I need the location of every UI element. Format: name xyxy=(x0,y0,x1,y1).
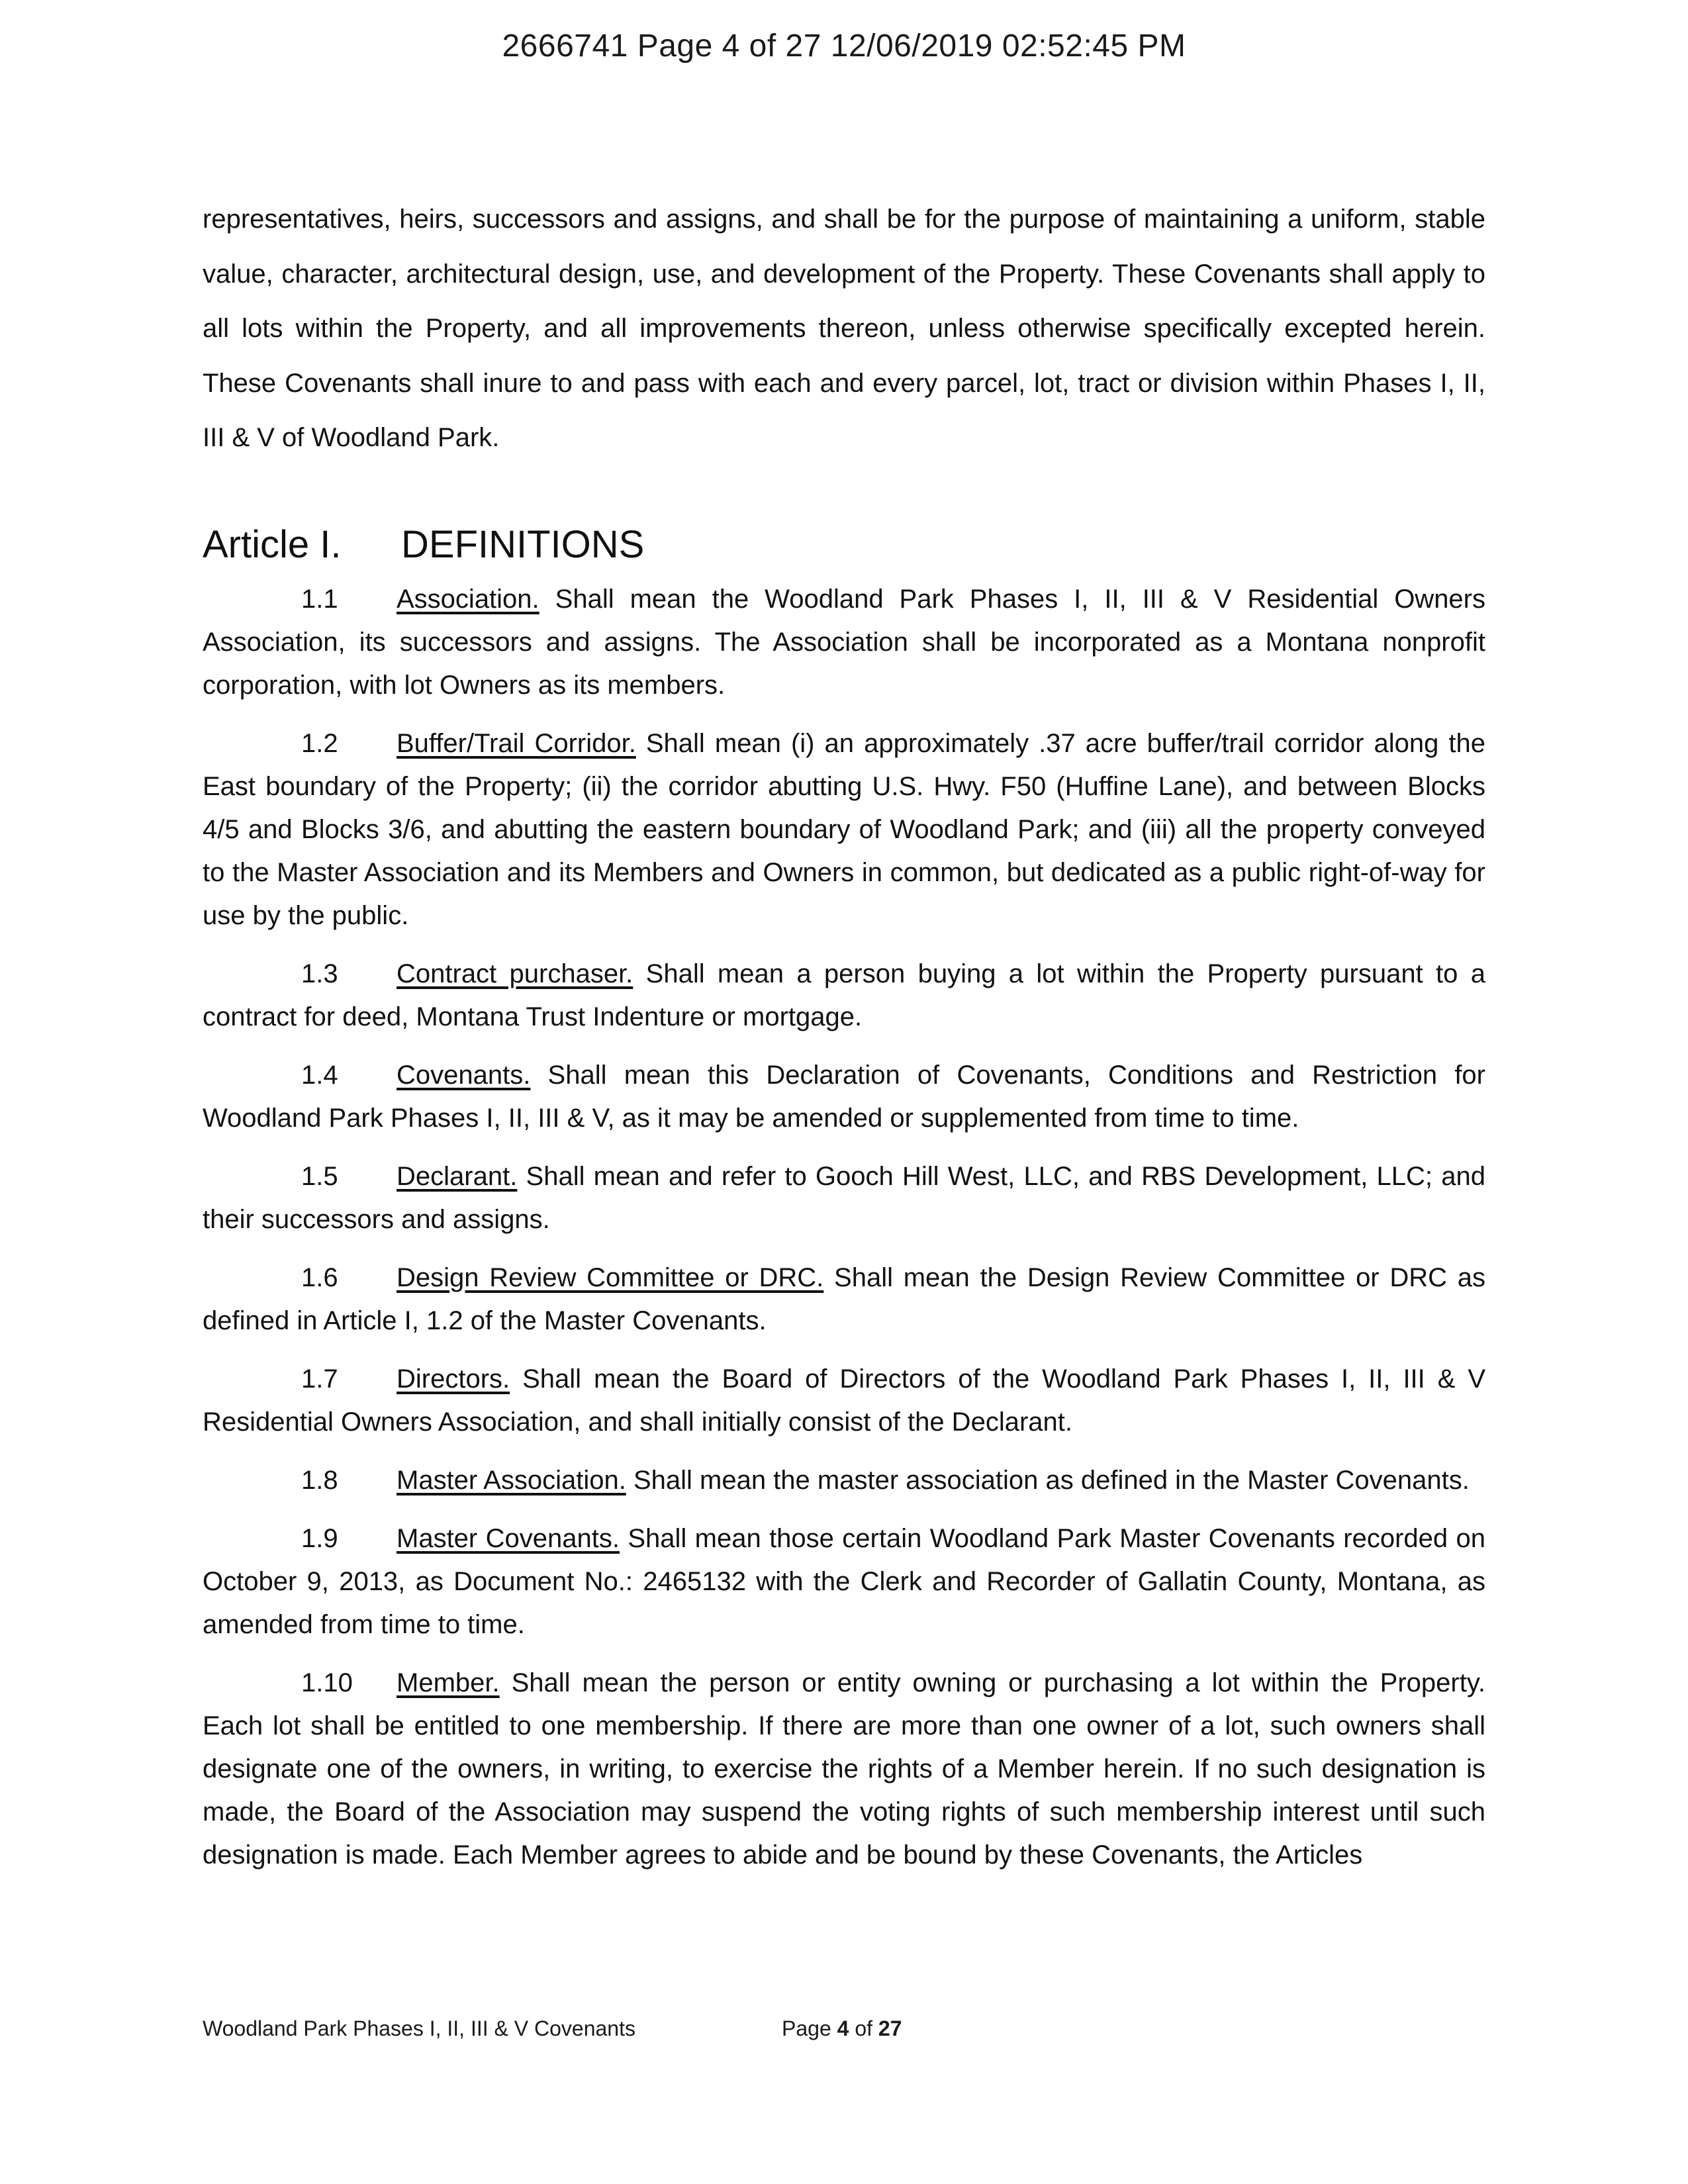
definition-item xyxy=(203,1358,1485,1444)
footer-page-total: 27 xyxy=(878,2017,902,2040)
definition-number: 1.9 xyxy=(301,1523,338,1553)
definition-item xyxy=(203,1662,1485,1877)
footer-document-title: Woodland Park Phases I, II, III & V Covenants xyxy=(203,2017,635,2040)
footer-page-label: Page xyxy=(782,2017,837,2040)
article-heading xyxy=(203,518,1485,571)
definition-number: 1.3 xyxy=(301,959,338,988)
definition-number: 1.5 xyxy=(301,1161,338,1191)
definition-number: 1.7 xyxy=(301,1364,338,1394)
definition-term: Directors. xyxy=(397,1364,510,1394)
definition-text: Shall mean those certain Woodland Park Master Covenants recorded on October 9, 2013, as Document No.: 2465132 with the Clerk and Recorder of Gallatin County, Montana, as amended from time to time. xyxy=(203,1523,1486,1639)
definition-number: 1.6 xyxy=(301,1262,338,1292)
definition-term: Covenants. xyxy=(397,1060,531,1090)
definition-text: Shall mean the master association as defined in the Master Covenants. xyxy=(626,1465,1470,1495)
recording-stamp: 2666741 Page 4 of 27 12/06/2019 02:52:45 PM xyxy=(502,28,1186,64)
definition-term: Association. xyxy=(397,584,539,614)
definition-item xyxy=(203,578,1485,707)
definition-term: Contract purchaser. xyxy=(397,959,633,988)
definition-item xyxy=(203,1054,1485,1140)
definition-number: 1.2 xyxy=(301,728,338,758)
definition-number: 1.1 xyxy=(301,584,338,614)
definition-term: Master Covenants. xyxy=(397,1523,620,1553)
intro-text: representatives, heirs, successors and assigns, and shall be for the purpose of maintaining a uniform, stable value, character, architectural design, use, and development of the Property. These Covenants shall apply to all lots within the Property, and all improvements thereon, unless otherwise specifically excepted herein. These Covenants shall inure to and pass with each and every parcel, lot, tract or division within Phases I, II, III & V of Woodland Park. xyxy=(203,205,1485,452)
definition-text: Shall mean the person or entity owning or purchasing a lot within the Property. Each lot shall be entitled to one membership. If there are more than one owner of a lot, such owners shall designate one of the owners, in writing, to exercise the rights of a Member herein. If no such designation is made, the Board of the Association may suspend the voting rights of such membership interest until such designation is made. Each Member agrees to abide and be bound by these Covenants, the Articles xyxy=(203,1668,1485,1870)
definition-text: Shall mean this Declaration of Covenants, Conditions and Restriction for Woodland Park Phases I, II, III & V, as it may be amended or supplemented from time to time. xyxy=(203,1060,1485,1133)
page-body xyxy=(203,192,1485,1892)
definition-item xyxy=(203,1155,1485,1241)
definitions-list xyxy=(203,578,1485,1877)
definition-item xyxy=(203,1517,1485,1646)
definition-item xyxy=(203,1257,1485,1343)
definition-item xyxy=(203,953,1485,1039)
definition-term: Buffer/Trail Corridor. xyxy=(397,728,636,758)
definition-text: Shall mean a person buying a lot within the Property pursuant to a contract for deed, Montana Trust Indenture or mortgage. xyxy=(203,959,1486,1031)
definition-number: 1.8 xyxy=(301,1465,338,1495)
footer-page-number xyxy=(782,2017,902,2041)
definition-term: Master Association. xyxy=(397,1465,626,1495)
footer-page-current: 4 xyxy=(837,2017,849,2040)
definition-term: Design Review Committee or DRC. xyxy=(397,1262,824,1292)
article-title: DEFINITIONS xyxy=(401,522,645,566)
definition-text: Shall mean the Design Review Committee or DRC as defined in Article I, 1.2 of the Master Covenants. xyxy=(203,1262,1485,1335)
definition-text: Shall mean the Woodland Park Phases I, II, III & V Residential Owners Association, its successors and assigns. The Association shall be incorporated as a Montana nonprofit corporation, with lot Owners as its members. xyxy=(203,584,1485,700)
definition-text: Shall mean and refer to Gooch Hill West, LLC, and RBS Development, LLC; and their successors and assigns. xyxy=(203,1161,1485,1234)
definition-item xyxy=(203,722,1485,937)
definition-item xyxy=(203,1459,1485,1502)
intro-paragraph xyxy=(203,192,1485,465)
definition-term: Declarant. xyxy=(397,1161,518,1191)
definition-number: 1.4 xyxy=(301,1060,338,1090)
definition-number: 1.10 xyxy=(301,1668,353,1697)
definition-text: Shall mean (i) an approximately .37 acre buffer/trail corridor along the East boundary of the Property; (ii) the corridor abutting U.S. Hwy. F50 (Huffine Lane), and between Blocks 4/5 and Blocks 3/6, and abutting the eastern boundary of Woodland Park; and (iii) all the property conveyed to the Master Association and its Members and Owners in common, but dedicated as a public right-of-way for use by the public. xyxy=(203,728,1485,930)
article-number: Article I. xyxy=(203,522,342,566)
definition-text: Shall mean the Board of Directors of the Woodland Park Phases I, II, III & V Residential Owners Association, and shall initially consist of the Declarant. xyxy=(203,1364,1485,1437)
definition-term: Member. xyxy=(397,1668,500,1697)
footer-page-of: of xyxy=(849,2017,878,2040)
